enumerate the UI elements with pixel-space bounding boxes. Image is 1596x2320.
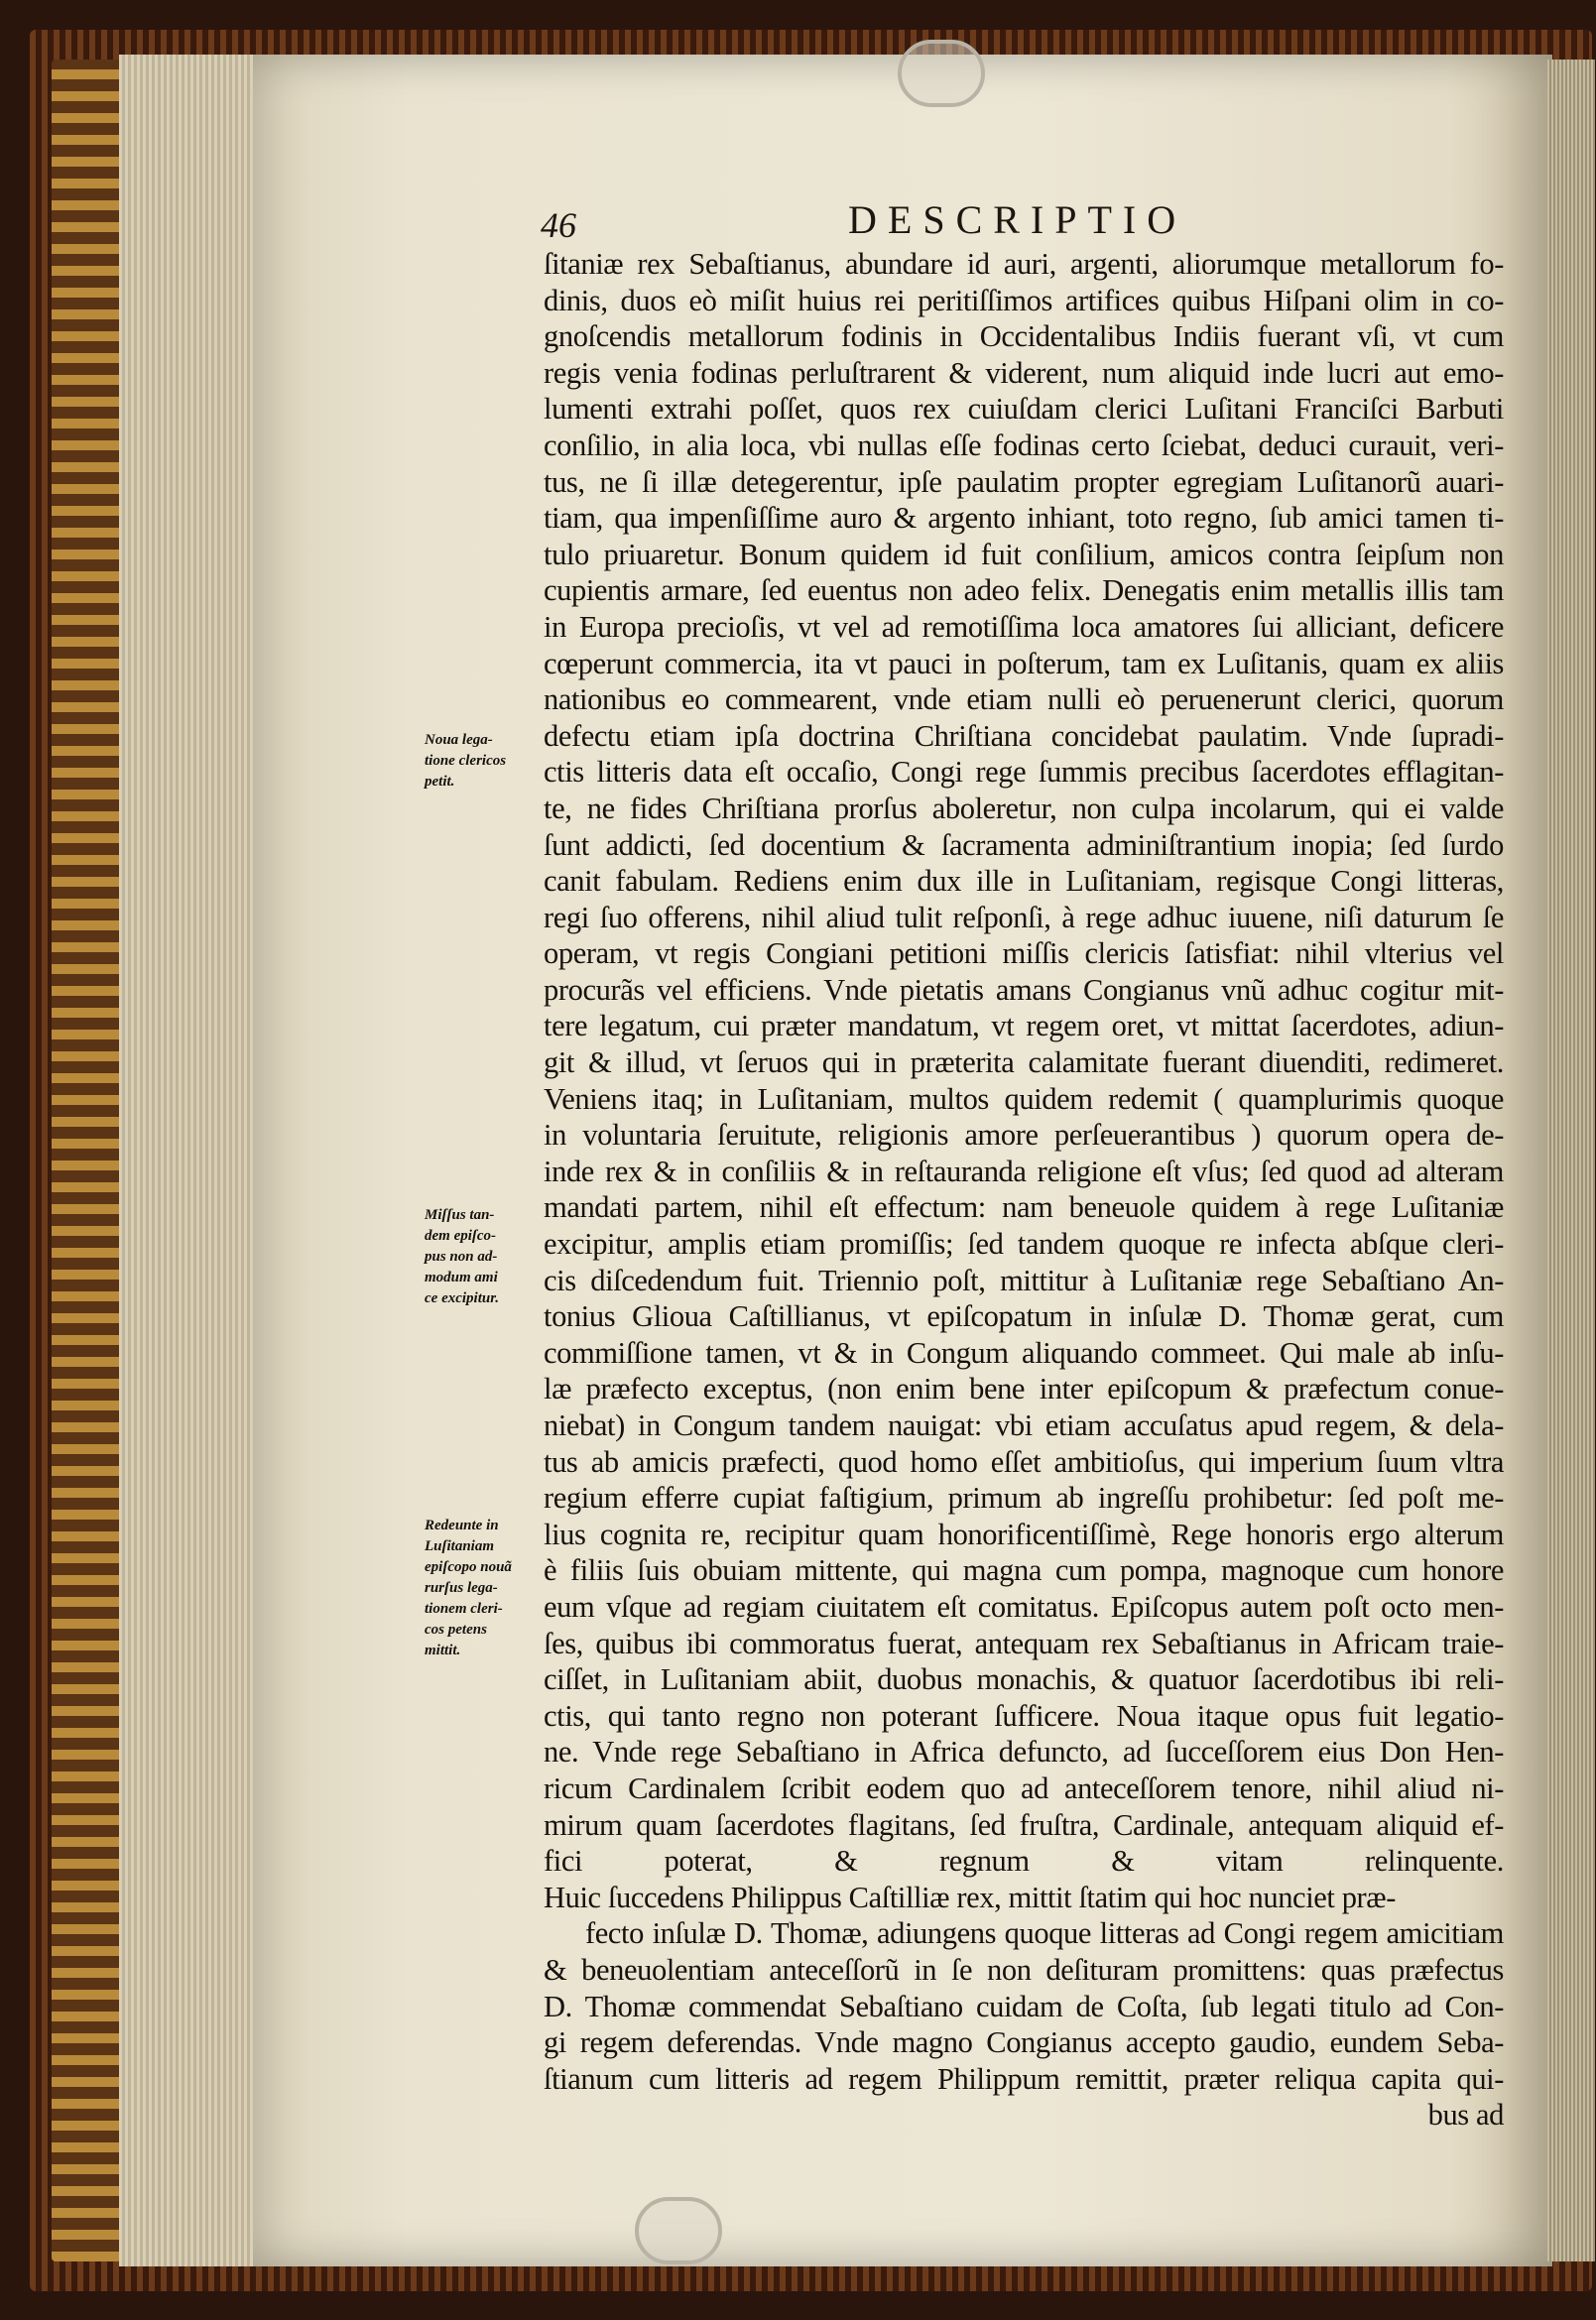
clip-top (898, 40, 985, 107)
margin-note-line: petit. (425, 774, 455, 790)
text-line: ctis, qui tanto regno non poterant ſufficere. Noua itaque opus fuit legatio- (544, 1698, 1504, 1733)
text-line: tonius Glioua Caſtillianus, vt epiſcopatum in inſulæ D. Thomæ gerat, cum (544, 1299, 1504, 1334)
text-line: ciſſet, in Luſitaniam abiit, duobus monachis, & quatuor ſacerdotibus ibi reli- (544, 1662, 1504, 1697)
text-line: inde rex & in conſiliis & in reſtauranda religione eſt vſus; ſed quod ad alteram (544, 1154, 1504, 1188)
text-line: ſunt addicti, ſed docentium & ſacramenta adminiſtrantium inopia; ſed ſurdo (544, 827, 1504, 862)
body-text (544, 246, 1504, 2134)
text-line: canit fabulam. Rediens enim dux ille in Luſitaniam, regisque Congi litteras, (544, 864, 1504, 899)
text-line: gi regem deferendas. Vnde magno Congianus accepto gaudio, eundem Seba- (544, 2025, 1504, 2060)
text-line: defectu etiam ipſa doctrina Chriſtiana concidebat paulatim. Vnde ſupradi- (544, 718, 1504, 753)
text-line: tiam, qua impenſiſſime auro & argento inhiant, toto regno, ſub amici tamen ti- (544, 501, 1504, 536)
text-line: ne. Vnde rege Sebaſtiano in Africa defuncto, ad ſucceſſorem eius Don Hen- (544, 1735, 1504, 1770)
margin-note-line: Redeunte in (425, 1518, 499, 1533)
margin-note-line: epiſcopo nouã (425, 1559, 512, 1575)
clip-bottom (635, 2197, 722, 2264)
margin-note-line: rurſus lega- (425, 1580, 498, 1596)
text-line: nationibus eo commearent, vnde etiam nulli eò peruenerunt clerici, quorum (544, 682, 1504, 717)
text-line: fici poterat, & regnum & vitam relinquente. (544, 1844, 1504, 1879)
text-line: mandati partem, nihil eſt effectum: nam beneuole quidem à rege Luſitaniæ (544, 1190, 1504, 1225)
text-line: te, ne fides Chriſtiana prorſus aboleretur, non culpa incolarum, qui ei valde (544, 791, 1504, 825)
text-line: fecto inſulæ D. Thomæ, adiungens quoque litteras ad Congi regem amicitiam (585, 1916, 1504, 1951)
page-number: 46 (541, 205, 576, 245)
margin-note-line: tionem cleri- (425, 1601, 503, 1617)
margin-note-line: cos petens (425, 1622, 487, 1638)
page-edges-left (119, 55, 258, 2266)
text-line: ricum Cardinalem ſcribit eodem quo ad anteceſſorem tenore, nihil aliud ni- (544, 1771, 1504, 1805)
text-line: conſilio, in alia loca, vbi nullas eſſe fodinas certo ſciebat, deduci curauit, veri- (544, 427, 1504, 462)
text-line: Huic ſuccedens Philippus Caſtilliæ rex, mittit ſtatim qui hoc nunciet præ- (544, 1880, 1397, 1914)
margin-note-2 (425, 1205, 544, 1309)
text-line: tere legatum, cui præter mandatum, vt regem oret, vt mittat ſacerdotes, adiun- (544, 1009, 1504, 1043)
text-line: lumenti extrahi poſſet, quos rex cuiuſdam clerici Luſitani Franciſci Barbuti (544, 392, 1504, 427)
running-head (541, 196, 1493, 246)
text-line: in Europa precioſis, vt vel ad remotiſſima loca amatores ſui alliciant, deficere (544, 609, 1504, 644)
text-line: & beneuolentiam anteceſſorũ in ſe non deſituram promittens: quas præfectus (544, 1952, 1504, 1987)
text-line: regium efferre cupiat faſtigium, primum ab ingreſſu prohibetur: ſed poſt me- (544, 1481, 1504, 1516)
text-line: git & illud, vt ſeruos qui in præterita calamitate fuerant diuenditi, redimeret. (544, 1045, 1504, 1080)
text-line: eum vſque ad regiam ciuitatem eſt comitatus. Epiſcopus autem poſt octo men- (544, 1589, 1504, 1624)
binding-ornament (52, 60, 121, 2261)
text-line: mirum quam ſacerdotes flagitans, ſed fruſtra, Cardinale, antequam aliquid ef- (544, 1807, 1504, 1842)
margin-note-line: modum ami (425, 1270, 498, 1285)
text-line: lius cognita re, recipitur quam honorificentiſſimè, Rege honoris ergo alterum (544, 1517, 1504, 1551)
text-line: tus ab amicis præfecti, quod homo eſſet ambitioſus, qui imperium ſuum vltra (544, 1444, 1504, 1479)
text-line: excipitur, amplis etiam promiſſis; ſed tandem quoque re infecta abſque cleri- (544, 1227, 1504, 1262)
text-line: cupientis armare, ſed euentus non adeo felix. Denegatis enim metallis illis tam (544, 573, 1504, 608)
text-line: cœperunt commercia, ita vt pauci in poſterum, tam ex Luſitanis, quam ex aliis (544, 646, 1504, 680)
text-line: procurãs vel efficiens. Vnde pietatis amans Congianus vnũ adhuc cogitur mit- (544, 972, 1504, 1007)
page-title: DESCRIPTIO (848, 197, 1187, 242)
text-line: in voluntaria ſeruitute, religionis amore perſeuerantibus ) quorum opera de- (544, 1118, 1504, 1153)
text-line: ſitaniæ rex Sebaſtianus, abundare id auri, argenti, aliorumque metallorum fo- (544, 247, 1504, 281)
text-line: ſtianum cum litteris ad regem Philippum remittit, præter reliqua capita qui- (544, 2061, 1504, 2096)
margin-note-3 (425, 1516, 544, 1661)
text-line: è filiis ſuis obuiam mittente, qui magna cum pompa, magnoque cum honore (544, 1553, 1504, 1588)
margin-note-line: Luſitaniam (425, 1538, 495, 1554)
margin-note-line: mittit. (425, 1643, 461, 1658)
margin-note-1 (425, 730, 544, 793)
text-line: niebat) in Congum tandem nauigat: vbi etiam accuſatus apud regem, & dela- (544, 1408, 1504, 1442)
page-edges-right (1547, 60, 1595, 2261)
text-line: operam, vt regis Congiani petitioni miſſis clericis ſatisfiat: nihil vlterius vel (544, 936, 1504, 971)
text-line: D. Thomæ commendat Sebaſtiano cuidam de Coſta, ſub legati titulo ad Con- (544, 1989, 1504, 2023)
margin-note-line: Noua lega- (425, 732, 493, 748)
text-line: Veniens itaq; in Luſitaniam, multos quidem redemit ( quamplurimis quoque (544, 1081, 1504, 1116)
margin-note-line: dem epiſco- (425, 1228, 497, 1244)
text-line: bus ad (1427, 2098, 1504, 2133)
text-line: ſes, quibus ibi commoratus fuerat, antequam rex Sebaſtianus in Africam traie- (544, 1626, 1504, 1660)
margin-note-line: tione clericos (425, 753, 507, 769)
text-line: commiſſione tamen, vt & in Congum aliquando commeet. Qui male ab inſu- (544, 1335, 1504, 1370)
margin-note-line: Miſſus tan- (425, 1207, 495, 1223)
text-line: gnoſcendis metallorum fodinis in Occidentalibus Indiis fuerant vſi, vt cum (544, 319, 1504, 354)
text-line: ctis litteris data eſt occaſio, Congi rege ſummis precibus ſacerdotes efflagitan- (544, 755, 1504, 790)
text-line: dinis, duos eò miſit huius rei peritiſſimos artifices quibus Hiſpani olim in co- (544, 283, 1504, 317)
margin-note-line: pus non ad- (425, 1249, 498, 1265)
text-line: regis venia fodinas perluſtrarent & viderent, num aliquid inde lucri aut emo- (544, 355, 1504, 390)
text-line: tus, ne ſi illæ detegerentur, ipſe paulatim propter egregiam Luſitanorũ auari- (544, 464, 1504, 499)
text-line: læ præfecto exceptus, (non enim bene inter epiſcopum & præfectum conue- (544, 1372, 1504, 1406)
text-line: tulo priuaretur. Bonum quidem id fuit conſilium, amicos contra ſeipſum non (544, 537, 1504, 571)
margin-note-line: ce excipitur. (425, 1290, 499, 1306)
text-line: cis diſcedendum fuit. Triennio poſt, mittitur à Luſitaniæ rege Sebaſtiano An- (544, 1263, 1504, 1297)
text-line: regi ſuo offerens, nihil aliud tulit reſponſi, à rege adhuc iuuene, niſi daturum ſe (544, 900, 1504, 934)
